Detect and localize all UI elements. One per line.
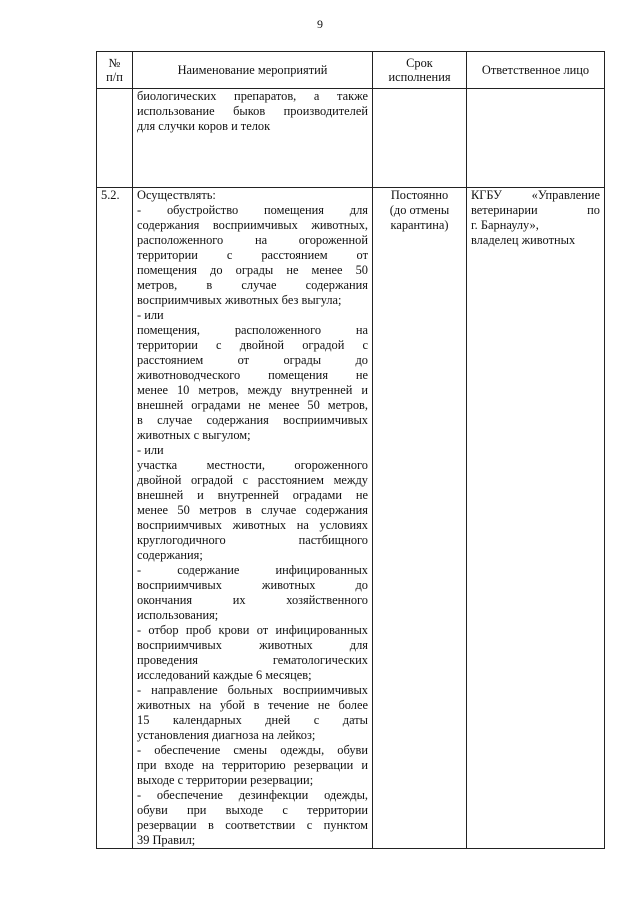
measure-text-line: восприимчивых животных без выгула; — [137, 293, 342, 307]
measure-text-line: Осуществлять: — [137, 188, 216, 202]
measure-text-line: - или — [137, 443, 164, 457]
term-text-line: Постоянно — [390, 188, 449, 202]
cell-term-empty — [373, 89, 467, 188]
measure-text-line: - или — [137, 308, 164, 322]
measures-table — [96, 51, 605, 849]
header-term-line: исполнения — [388, 70, 451, 84]
measure-text-line: содержания; — [137, 548, 203, 562]
measure-text-line: резервации в соответствии с пунктом — [137, 818, 368, 832]
measure-text-line: восприимчивых животных для — [137, 638, 368, 652]
header-name: Наименование мероприятий — [133, 52, 373, 89]
measure-text-line: территории с двойной оградой с — [137, 338, 368, 352]
measure-text-line: - отбор проб крови от инфицированных — [137, 623, 368, 637]
measure-text-line: - обеспечение дезинфекции одежды, — [137, 788, 368, 802]
measure-text-line: содержания восприимчивых животных, — [137, 218, 368, 232]
cell-name — [133, 188, 373, 849]
measure-text-line: исследований каждые 6 месяцев; — [137, 668, 312, 682]
table-header-row — [97, 52, 605, 89]
header-term-line: Срок — [406, 56, 433, 70]
measure-text-line: при входе на территорию резервации и — [137, 758, 368, 772]
measure-text-line: расположенного на огороженной — [137, 233, 368, 247]
measure-text-line: в случае содержания восприимчивых — [137, 413, 368, 427]
measure-text-line: животноводческого помещения не — [137, 368, 368, 382]
measure-text-line: проведения гематологических — [137, 653, 368, 667]
measure-text-line: восприимчивых животных на условиях — [137, 518, 368, 532]
text-line: биологических препаратов, а также — [137, 89, 368, 103]
measure-text-line: двойной оградой с расстоянием между — [137, 473, 368, 487]
header-num-line: п/п — [106, 70, 123, 84]
cell-name-continued — [133, 89, 373, 188]
text-line: использование быков производителей — [137, 104, 368, 118]
measure-text-line: восприимчивых животных до — [137, 578, 368, 592]
cell-responsible — [467, 188, 605, 849]
measure-text-line: обуви при выходе с территории — [137, 803, 368, 817]
measure-text-line: 15 календарных дней с даты — [137, 713, 368, 727]
header-num — [97, 52, 133, 89]
measure-text-line: установления диагноза на лейкоз; — [137, 728, 316, 742]
measure-text-line: окончания их хозяйственного — [137, 593, 368, 607]
measure-text-line: использования; — [137, 608, 219, 622]
measure-text-line: круглогодичного пастбищного — [137, 533, 368, 547]
measure-text-line: расстоянием от ограды до — [137, 353, 368, 367]
measure-text-line: помещения до ограды не менее 50 — [137, 263, 368, 277]
measure-text-line: менее 50 метров в случае содержания — [137, 503, 368, 517]
measure-text-line: менее 10 метров, между внутренней и — [137, 383, 368, 397]
measure-text-line: 39 Правил; — [137, 833, 196, 847]
measure-text-line: метров, в случае содержания — [137, 278, 368, 292]
measure-text-line: - обустройство помещения для — [137, 203, 368, 217]
measure-text-line: - обеспечение смены одежды, обуви — [137, 743, 368, 757]
responsible-text-line: г. Барнаулу», — [471, 218, 539, 232]
measure-text-line: территории с расстоянием от — [137, 248, 368, 262]
measure-text-line: - направление больных восприимчивых — [137, 683, 368, 697]
responsible-text-line: владелец животных — [471, 233, 576, 247]
measure-text-line: внешней и внутренней оградами не — [137, 488, 368, 502]
cell-num: 5.2. — [97, 188, 133, 849]
text-line: для случки коров и телок — [137, 119, 271, 133]
header-responsible: Ответственное лицо — [467, 52, 605, 89]
cell-num-empty — [97, 89, 133, 188]
measure-text-line: внешней оградами не менее 50 метров, — [137, 398, 368, 412]
measure-text-line: участка местности, огороженного — [137, 458, 368, 472]
header-num-line: № — [108, 56, 121, 70]
measure-text-line: помещения, расположенного на — [137, 323, 368, 337]
term-text-line: карантина) — [390, 218, 449, 232]
measure-text-line: - содержание инфицированных — [137, 563, 368, 577]
term-text-line: (до отмены — [389, 203, 450, 217]
responsible-text-line: КГБУ «Управление — [471, 188, 600, 202]
table-row-5-2 — [97, 188, 605, 849]
cell-term — [373, 188, 467, 849]
header-term — [373, 52, 467, 89]
measure-text-line: животных с выгулом; — [137, 428, 251, 442]
measure-text-line: животных на убой в течение не более — [137, 698, 368, 712]
responsible-text-line: ветеринарии по — [471, 203, 600, 217]
table-row-continued — [97, 89, 605, 188]
measure-text-line: выходе с территории резервации; — [137, 773, 314, 787]
cell-responsible-empty — [467, 89, 605, 188]
page-number: 9 — [317, 17, 323, 31]
